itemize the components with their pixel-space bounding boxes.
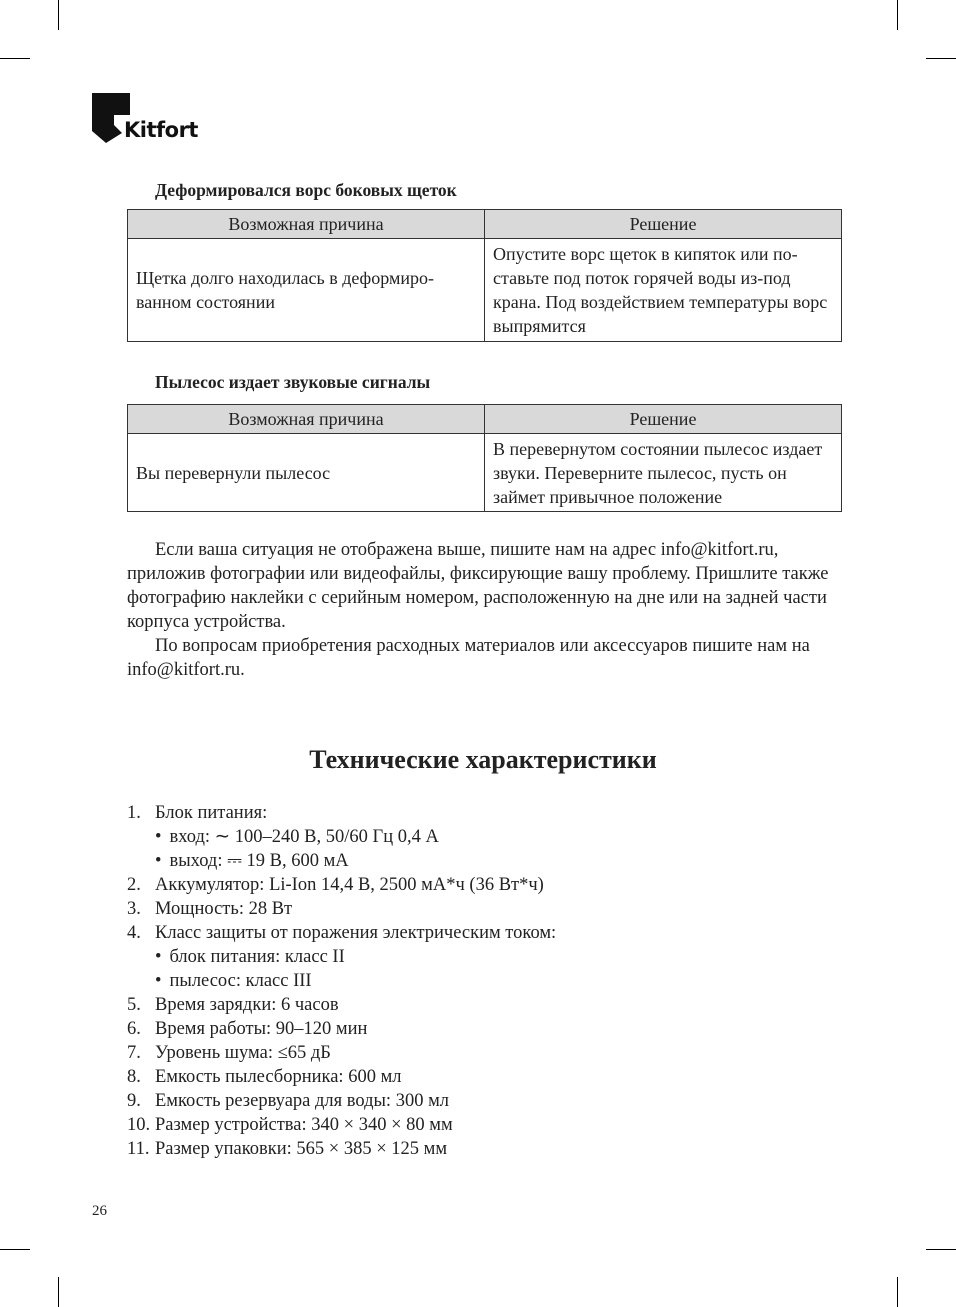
crop-mark xyxy=(897,0,898,30)
section-title: Пылесос издает звуковые сигналы xyxy=(155,372,431,392)
crop-mark xyxy=(0,58,30,59)
spec-text: Время работы: 90–120 мин xyxy=(155,1019,368,1039)
spec-item xyxy=(127,1089,556,1113)
specs-title: Технические характеристики xyxy=(309,745,657,774)
troubleshooting-table xyxy=(127,209,842,342)
spec-item xyxy=(127,1113,556,1137)
crop-mark xyxy=(926,1249,956,1250)
spec-subitem-text: блок питания: класс II xyxy=(169,947,345,967)
spec-item xyxy=(127,993,556,1017)
spec-text: Время зарядки: 6 часов xyxy=(155,995,339,1015)
spec-item xyxy=(127,1137,556,1161)
crop-mark xyxy=(0,1249,30,1250)
spec-text: Размер устройства: 340 × 340 × 80 мм xyxy=(155,1115,453,1135)
spec-number: 7. xyxy=(127,1043,141,1063)
column-header: Возможная причина xyxy=(128,210,485,239)
spec-number: 2. xyxy=(127,875,141,895)
spec-subitem xyxy=(127,945,556,969)
solution-cell: В перевернутом состоянии пылесос издает звуки. Переверните пылесос, пусть он займет привычное положение xyxy=(485,434,842,512)
spec-item xyxy=(127,1065,556,1089)
spec-subitem xyxy=(127,969,556,993)
spec-number: 9. xyxy=(127,1091,141,1111)
spec-subitem-text: пылесос: класс III xyxy=(169,971,312,991)
cause-cell: Щетка долго находилась в деформиро-ванном состоянии xyxy=(128,239,485,342)
spec-number: 8. xyxy=(127,1067,141,1087)
crop-mark xyxy=(926,58,956,59)
spec-text: Класс защиты от поражения электрическим током: xyxy=(155,923,557,943)
spec-subitem-text: вход: ∼ 100–240 В, 50/60 Гц 0,4 А xyxy=(169,827,439,847)
spec-subitem xyxy=(127,849,556,873)
column-header: Возможная причина xyxy=(128,405,485,434)
spec-number: 4. xyxy=(127,923,141,943)
logo-text: Kitfort xyxy=(124,118,198,142)
paragraph: Если ваша ситуация не отображена выше, пишите нам на адрес info@kitfort.ru, приложив фотографии или видеофайлы, фиксирующие вашу проблему. Пришлите также фотографию наклейки с серийным номером, расположенную на дне или на задней части корпуса устройства. xyxy=(127,540,829,632)
spec-text: Мощность: 28 Вт xyxy=(155,899,293,919)
spec-text: Емкость резервуара для воды: 300 мл xyxy=(155,1091,450,1111)
crop-mark xyxy=(58,0,59,30)
spec-item xyxy=(127,873,556,897)
specs-list xyxy=(127,801,556,1161)
paragraph: По вопросам приобретения расходных материалов или аксессуаров пишите нам на info@kitfort.ru. xyxy=(127,636,810,680)
spec-subitem xyxy=(127,825,556,849)
spec-item xyxy=(127,897,556,921)
spec-number: 6. xyxy=(127,1019,141,1039)
spec-number: 5. xyxy=(127,995,141,1015)
crop-mark xyxy=(58,1277,59,1307)
spec-item xyxy=(127,921,556,945)
troubleshooting-table xyxy=(127,404,842,512)
page-number: 26 xyxy=(92,1203,107,1219)
spec-item xyxy=(127,1041,556,1065)
spec-number: 10. xyxy=(127,1115,151,1135)
spec-number: 3. xyxy=(127,899,141,919)
section-title: Деформировался ворс боковых щеток xyxy=(155,180,457,200)
column-header: Решение xyxy=(485,210,842,239)
spec-item xyxy=(127,801,556,825)
spec-text: Аккумулятор: Li-Ion 14,4 В, 2500 мА*ч (36 Вт*ч) xyxy=(155,875,544,895)
spec-number: 1. xyxy=(127,803,141,823)
spec-number: 11. xyxy=(127,1139,150,1159)
cause-cell: Вы перевернули пылесос xyxy=(128,434,485,512)
solution-cell: Опустите ворс щеток в кипяток или по-ставьте под поток горячей воды из-под крана. Под воздействием температуры ворс выпрямится xyxy=(485,239,842,342)
spec-text: Блок питания: xyxy=(155,803,268,823)
spec-text: Емкость пылесборника: 600 мл xyxy=(155,1067,402,1087)
spec-text: Уровень шума: ≤65 дБ xyxy=(155,1043,331,1063)
crop-mark xyxy=(897,1277,898,1307)
spec-item xyxy=(127,1017,556,1041)
spec-subitem-text: выход: ⎓ 19 В, 600 мА xyxy=(169,851,349,871)
spec-text: Размер упаковки: 565 × 385 × 125 мм xyxy=(155,1139,448,1159)
column-header: Решение xyxy=(485,405,842,434)
